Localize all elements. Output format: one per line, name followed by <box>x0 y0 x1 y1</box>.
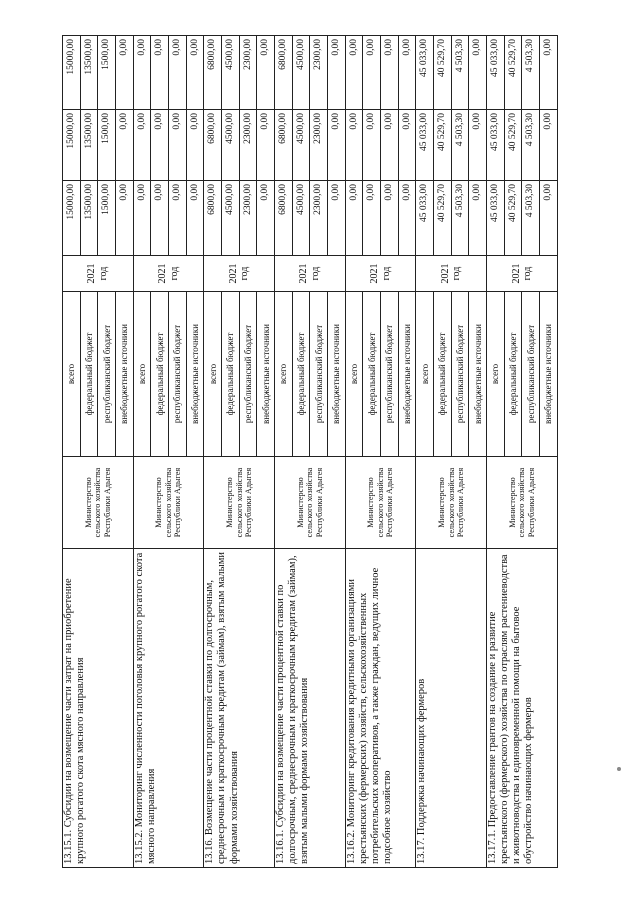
rotated-table-container <box>62 36 558 868</box>
amount-cell: 0,00 <box>469 36 487 110</box>
amount-cell: 45 033,00 <box>487 181 505 256</box>
activity-name-cell: 13.17.1. Предоставление грантов на создание и развитие крестьянского (фермерского) хозяйства по отраслям растениеводства и животноводства и единовременной помощи на бытовое обустройство начинающих фермеров <box>487 549 558 868</box>
amount-cell: 6800,00 <box>204 36 222 110</box>
amount-cell: 4 503,30 <box>522 36 540 110</box>
responsible-cell: Министерство сельского хозяйства Республики Адыгея <box>275 457 346 549</box>
amount-cell: 0,00 <box>469 181 487 256</box>
activity-name-cell: 13.17. Поддержка начинающих фермеров <box>416 549 487 868</box>
amount-cell: 0,00 <box>398 36 416 110</box>
amount-cell: 45 033,00 <box>487 36 505 110</box>
responsible-cell: Министерство сельского хозяйства Республики Адыгея <box>133 457 204 549</box>
amount-cell: 0,00 <box>381 36 399 110</box>
amount-cell: 2300,00 <box>310 36 328 110</box>
unit-text: год <box>380 266 392 281</box>
funding-source-cell: всего <box>416 292 434 457</box>
amount-cell: 0,00 <box>186 36 204 110</box>
table-row <box>63 36 81 868</box>
amount-cell: 40 529,70 <box>504 36 522 110</box>
amount-cell: 0,00 <box>381 110 399 181</box>
funding-source-cell: федеральный бюджет <box>504 292 522 457</box>
amount-cell: 4500,00 <box>222 181 240 256</box>
financing-table <box>62 35 558 868</box>
amount-cell: 40 529,70 <box>504 181 522 256</box>
period-cell <box>204 256 275 292</box>
year-text: 2021 <box>369 263 381 284</box>
amount-cell: 45 033,00 <box>487 110 505 181</box>
responsible-cell: Министерство сельского хозяйства Республики Адыгея <box>487 457 558 549</box>
amount-cell: 0,00 <box>169 110 187 181</box>
amount-cell: 0,00 <box>133 36 151 110</box>
responsible-cell: Министерство сельского хозяйства Республики Адыгея <box>204 457 275 549</box>
amount-cell: 4500,00 <box>292 181 310 256</box>
amount-cell: 0,00 <box>363 110 381 181</box>
period-cell <box>345 256 416 292</box>
amount-cell: 45 033,00 <box>416 110 434 181</box>
amount-cell: 0,00 <box>540 110 558 181</box>
amount-cell: 0,00 <box>363 181 381 256</box>
amount-cell: 0,00 <box>116 181 134 256</box>
amount-cell: 0,00 <box>328 181 346 256</box>
amount-cell: 4 503,30 <box>451 36 469 110</box>
unit-text: год <box>451 266 463 281</box>
activity-name-cell: 13.16. Возмещение части процентной ставки по долгосрочным, среднесрочным и краткосрочным кредитам (займам), взятым малыми формами хозяйствования <box>204 549 275 868</box>
amount-cell: 2300,00 <box>310 181 328 256</box>
period-cell <box>133 256 204 292</box>
funding-source-cell: федеральный бюджет <box>151 292 169 457</box>
amount-cell: 6800,00 <box>204 110 222 181</box>
activity-name-cell: 13.16.1. Субсидии на возмещение части процентной ставки по долгосрочным, среднесрочным и краткосрочным кредитам (займам), взятым малыми формами хозяйствования <box>275 549 346 868</box>
table-row <box>275 36 293 868</box>
funding-source-cell: всего <box>345 292 363 457</box>
funding-source-cell: всего <box>487 292 505 457</box>
page-dot <box>617 767 621 771</box>
amount-cell: 0,00 <box>345 181 363 256</box>
table-row <box>487 36 505 868</box>
amount-cell: 4500,00 <box>292 36 310 110</box>
amount-cell: 0,00 <box>133 110 151 181</box>
unit-text: год <box>168 266 180 281</box>
table-row <box>416 36 434 868</box>
responsible-cell: Министерство сельского хозяйства Республики Адыгея <box>416 457 487 549</box>
table-row <box>204 36 222 868</box>
amount-cell: 2300,00 <box>310 110 328 181</box>
amount-cell: 0,00 <box>151 36 169 110</box>
amount-cell: 4 503,30 <box>522 181 540 256</box>
funding-source-cell: федеральный бюджет <box>363 292 381 457</box>
funding-source-cell: федеральный бюджет <box>80 292 98 457</box>
amount-cell: 15000,00 <box>63 181 81 256</box>
amount-cell: 40 529,70 <box>434 36 452 110</box>
table-body <box>63 36 558 868</box>
unit-text: год <box>522 266 534 281</box>
funding-source-cell: внебюджетные источники <box>186 292 204 457</box>
funding-source-cell: федеральный бюджет <box>222 292 240 457</box>
amount-cell: 2300,00 <box>239 36 257 110</box>
funding-source-cell: всего <box>275 292 293 457</box>
amount-cell: 0,00 <box>345 36 363 110</box>
activity-name-cell: 13.15.1. Субсидии на возмещение части затрат на приобретение крупного рогатого скота мясного направления <box>63 549 134 868</box>
year-text: 2021 <box>157 263 169 284</box>
amount-cell: 4 503,30 <box>451 181 469 256</box>
funding-source-cell: всего <box>204 292 222 457</box>
amount-cell: 0,00 <box>151 110 169 181</box>
amount-cell: 4500,00 <box>222 110 240 181</box>
responsible-cell: Министерство сельского хозяйства Республики Адыгея <box>63 457 134 549</box>
amount-cell: 0,00 <box>257 110 275 181</box>
amount-cell: 2300,00 <box>239 181 257 256</box>
funding-source-cell: федеральный бюджет <box>292 292 310 457</box>
amount-cell: 0,00 <box>398 110 416 181</box>
funding-source-cell: федеральный бюджет <box>434 292 452 457</box>
amount-cell: 0,00 <box>257 36 275 110</box>
year-text: 2021 <box>439 263 451 284</box>
year-text: 2021 <box>298 263 310 284</box>
amount-cell: 45 033,00 <box>416 181 434 256</box>
amount-cell: 6800,00 <box>204 181 222 256</box>
amount-cell: 15000,00 <box>63 36 81 110</box>
funding-source-cell: всего <box>133 292 151 457</box>
amount-cell: 0,00 <box>186 181 204 256</box>
funding-source-cell: республиканский бюджет <box>381 292 399 457</box>
funding-source-cell: всего <box>63 292 81 457</box>
amount-cell: 13500,00 <box>80 110 98 181</box>
funding-source-cell: республиканский бюджет <box>451 292 469 457</box>
amount-cell: 1500,00 <box>98 110 116 181</box>
funding-source-cell: республиканский бюджет <box>239 292 257 457</box>
amount-cell: 0,00 <box>540 36 558 110</box>
amount-cell: 0,00 <box>381 181 399 256</box>
activity-name-cell: 13.16.2. Мониторинг кредитования кредитными организациями крестьянских (фермерских) хозяйств, сельскохозяйственных потребительских кооперативов, а также граждан, ведущих личное подсобное хозяйство <box>345 549 416 868</box>
amount-cell: 4 503,30 <box>522 110 540 181</box>
amount-cell: 4500,00 <box>222 36 240 110</box>
amount-cell: 0,00 <box>363 36 381 110</box>
amount-cell: 0,00 <box>116 110 134 181</box>
amount-cell: 0,00 <box>328 110 346 181</box>
amount-cell: 4500,00 <box>292 110 310 181</box>
amount-cell: 1500,00 <box>98 181 116 256</box>
amount-cell: 0,00 <box>133 181 151 256</box>
period-cell <box>487 256 558 292</box>
amount-cell: 13500,00 <box>80 181 98 256</box>
funding-source-cell: внебюджетные источники <box>328 292 346 457</box>
activity-name-cell: 13.15.2. Мониторинг численности поголовья крупного рогатого скота мясного направления <box>133 549 204 868</box>
funding-source-cell: республиканский бюджет <box>522 292 540 457</box>
amount-cell: 0,00 <box>328 36 346 110</box>
funding-source-cell: внебюджетные источники <box>116 292 134 457</box>
year-text: 2021 <box>227 263 239 284</box>
table-row <box>345 36 363 868</box>
table-row <box>133 36 151 868</box>
amount-cell: 40 529,70 <box>434 181 452 256</box>
amount-cell: 0,00 <box>398 181 416 256</box>
funding-source-cell: внебюджетные источники <box>257 292 275 457</box>
unit-text: год <box>239 266 251 281</box>
amount-cell: 0,00 <box>257 181 275 256</box>
amount-cell: 40 529,70 <box>504 110 522 181</box>
amount-cell: 0,00 <box>169 181 187 256</box>
amount-cell: 0,00 <box>540 181 558 256</box>
amount-cell: 4 503,30 <box>451 110 469 181</box>
amount-cell: 0,00 <box>151 181 169 256</box>
year-text: 2021 <box>510 263 522 284</box>
funding-source-cell: республиканский бюджет <box>169 292 187 457</box>
funding-source-cell: республиканский бюджет <box>98 292 116 457</box>
amount-cell: 0,00 <box>469 110 487 181</box>
amount-cell: 0,00 <box>116 36 134 110</box>
year-text: 2021 <box>86 263 98 284</box>
amount-cell: 6800,00 <box>275 110 293 181</box>
unit-text: год <box>309 266 321 281</box>
funding-source-cell: внебюджетные источники <box>540 292 558 457</box>
amount-cell: 6800,00 <box>275 36 293 110</box>
responsible-cell: Министерство сельского хозяйства Республики Адыгея <box>345 457 416 549</box>
period-cell <box>63 256 134 292</box>
amount-cell: 13500,00 <box>80 36 98 110</box>
funding-source-cell: республиканский бюджет <box>310 292 328 457</box>
amount-cell: 40 529,70 <box>434 110 452 181</box>
amount-cell: 0,00 <box>186 110 204 181</box>
amount-cell: 2300,00 <box>239 110 257 181</box>
amount-cell: 15000,00 <box>63 110 81 181</box>
period-cell <box>275 256 346 292</box>
funding-source-cell: внебюджетные источники <box>398 292 416 457</box>
amount-cell: 0,00 <box>345 110 363 181</box>
funding-source-cell: внебюджетные источники <box>469 292 487 457</box>
amount-cell: 6800,00 <box>275 181 293 256</box>
unit-text: год <box>97 266 109 281</box>
period-cell <box>416 256 487 292</box>
amount-cell: 45 033,00 <box>416 36 434 110</box>
amount-cell: 0,00 <box>169 36 187 110</box>
amount-cell: 1500,00 <box>98 36 116 110</box>
